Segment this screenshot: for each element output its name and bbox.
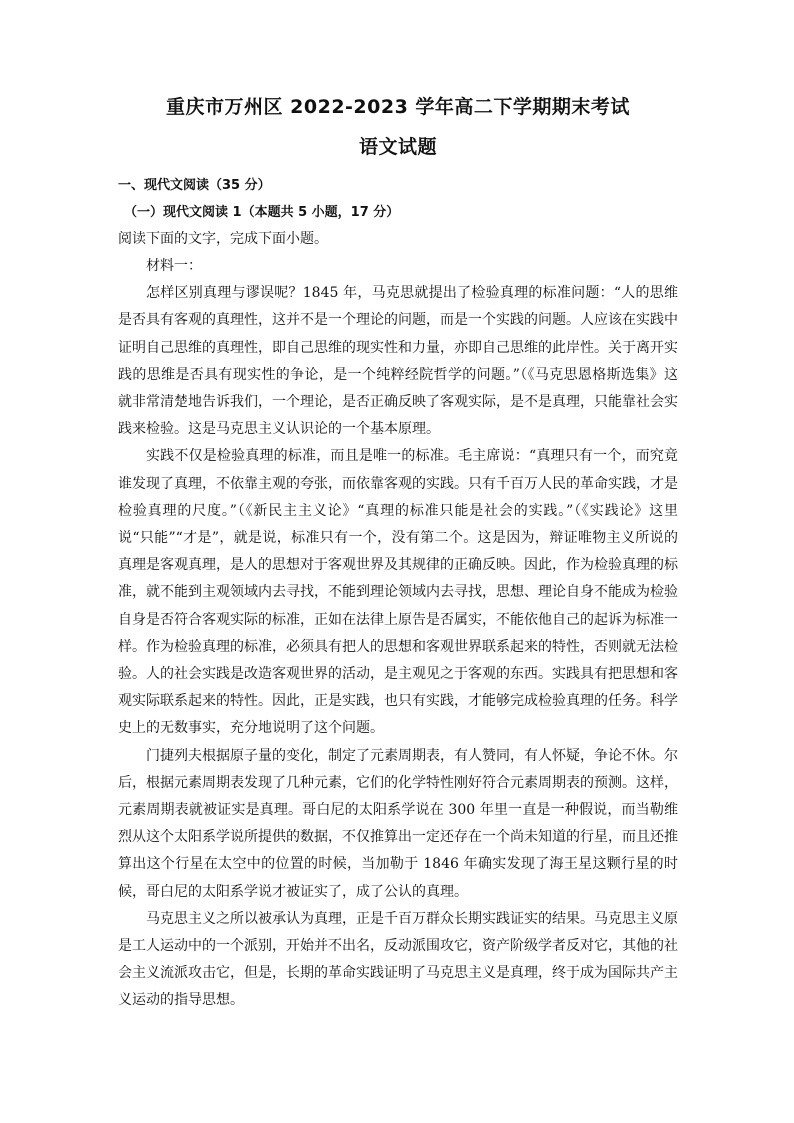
body-paragraph: 实践不仅是检验真理的标准，而且是唯一的标准。毛主席说：“真理只有一个，而究竟谁发现了真理，不依靠主观的夸张，而依靠客观的实践。只有千百万人民的革命实践，才是检验真理的尺度。”（《新民主主义论》“真理的标准只能是社会的实践。”（《实践论》这里说“只能”“才是”，就是说，标准只有一个，没有第二个。这是因为，辩证唯物主义所说的真理是客观真理，是人的思想对于客观世界及其规律的正确反映。因此，作为检验真理的标准，就不能到主观领域内去寻找，不能到理论领域内去寻找，思想、理论自身不能成为检验自身是否符合客观实际的标准，正如在法律上原告是否属实，不能依他自己的起诉为标准一样。作为检验真理的标准，必须具有把人的思想和客观世界联系起来的特性，否则就无法检验。人的社会实践是改造客观世界的活动，是主观见之于客观的东西。实践具有把思想和客观实际联系起来的特性。因此，正是实践，也只有实践，才能够完成检验真理的任务。科学史上的无数事实，充分地说明了这个问题。 [118,448,678,737]
subsection-heading: （一）现代文阅读 1（本题共 5 小题，17 分） [124,205,400,220]
section-heading: 一、现代文阅读（35 分） [118,178,271,193]
body-paragraph: 怎样区别真理与谬误呢？1845 年，马克思就提出了检验真理的标准问题：“人的思维是否具有客观的真理性，这并不是一个理论的问题，而是一个实践的问题。人应该在实践中证明自己思维的真理性，即自己思维的现实性和力量，亦即自己思维的此岸性。关于离开实践的思维是否具有现实性的争论，是一个纯粹经院哲学的问题。”（《马克思恩格斯选集》这就非常清楚地告诉我们，一个理论，是否正确反映了客观实际，是不是真理，只能靠社会实践来检验。这是马克思主义认识论的一个基本原理。 [118,285,678,438]
exam-subtitle: 语文试题 [358,136,437,158]
material-label: 材料一： [146,258,202,274]
body-paragraph: 马克思主义之所以被承认为真理，正是千百万群众长期实践证实的结果。马克思主义原是工人运动中的一个派别，开始并不出名，反动派围攻它，资产阶级学者反对它，其他的社会主义流派攻击它，但是，长期的革命实践证明了马克思主义是真理，终于成为国际共产主义运动的指导思想。 [118,910,678,1009]
exam-title: 重庆市万州区 2022-2023 学年高二下学期期末考试 [166,96,630,118]
reading-instruction: 阅读下面的文字，完成下面小题。 [118,231,328,247]
exam-page [118,92,678,1015]
body-paragraph: 门捷列夫根据原子量的变化，制定了元素周期表，有人赞同，有人怀疑，争论不休。尔后，根据元素周期表发现了几种元素，它们的化学特性刚好符合元素周期表的预测。这样，元素周期表就被证实是真理。哥白尼的太阳系学说在 300 年里一直是一种假说，而当勒维烈从这个太阳系学说所提供的数据，不仅推算出一定还存在一个尚未知道的行星，而且还推算出这个行星在太空中的位置的时候，当加勒于 1846 年确实发现了海王星这颗行星的时候，哥白尼的太阳系学说才被证实了，成了公认的真理。 [118,747,678,900]
